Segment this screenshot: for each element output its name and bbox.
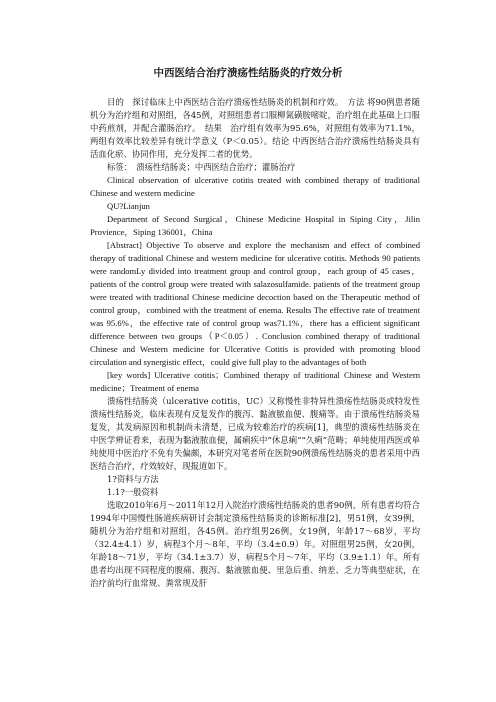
author-affiliation: Department of Second Surgical，Chinese Medicine Hospital in Siping City，Jilin Provience，Siping 136001，China (90, 214, 420, 237)
author-name: QU?Lianjun (107, 201, 150, 211)
general-data-paragraph: 选取2010年6月～2011年12月入院治疗溃疡性结肠炎的患者90例，所有患者均符合1994年中国慢性肠道疾病研讨会制定溃疡性结肠炎的诊断标准[2]，男51例，女39例，随机分为治疗组和对照组，各45例。治疗组男26例，女19例，年龄17～68岁，平均（32.4±4.1）岁，病程3个月～8年，平均（3.4±0.9）年。对照组男25例，女20例，年龄18～71岁，平均（34.1±3.7）岁，病程5个月～7年，平均（3.9±1.1）年。所有患者均出现不同程度的腹痛、腹泻、黏液脓血便、里急后重、纳差、乏力等典型症状，在治疗前均行血常规、粪常规及肝 (90, 500, 420, 588)
english-keywords: [key words] Ulcerative cotitis；Combined therapy of traditional Chinese and Western medicine；Treatment of enema (90, 370, 420, 393)
paper-title: 中西医结合治疗溃疡性结肠炎的疗效分析 (153, 67, 343, 79)
english-abstract: [Abstract] Objective To observe and explore the mechanism and effect of combined therapy of traditional Chinese and western medicine for ulcerative cotitis. Methods 90 patients were randomLy divided into treatment group and control group，each group of 45 cases，patients of the control group were treated with salazosulfamide. patients of the treatment group were treated with traditional Chinese medicine decoction based on the Therapeutic method of control group，combined with the treatment of enema. Results The effective rate of treatment was 95.6%，the effective rate of control group was71.1%，there has a efficient significant difference between two groups（P＜0.05）. Conclusion combined therapy of traditional Chinese and Western medicine for Ulcerative Cotitis is provided with promoting blood circulation and synergistic effect，could give full play to the advantages of both (90, 240, 420, 367)
chinese-keywords: 标签： 溃疡性结肠炎；中西医结合治疗；灌肠治疗 (107, 162, 296, 172)
introduction-paragraph: 溃疡性结肠炎（ulcerative cotitis，UC）又称慢性非特异性溃疡性结肠炎或特发性溃疡性结肠炎，临床表现有反复发作的腹泻、黏液脓血便、腹痛等。由于溃疡性结肠炎易复发，其发病原因和机制尚未清楚，已成为较难治疗的疾病[1]，典型的溃疡性结肠炎在中医学辨证看来，表现为黏液脓血便，属痢疾中“休息痢”“久痢”范畴；单纯使用西医或单纯使用中医治疗不免有失偏颇，本研究对笔者所在医院90例溃疡性结肠炎的患者采用中西医结合治疗，疗效较好，现报道如下。 (90, 396, 420, 471)
paper-body (90, 96, 420, 590)
english-title: Clinical observation of ulcerative cotitis treated with combined therapy of traditional Chinese and western medicine (90, 175, 420, 198)
chinese-abstract: 目的 探讨临床上中西医结合治疗溃疡性结肠炎的机制和疗效。 方法 将90例患者随机分为治疗组和对照组，各45例，对照组患者口服柳氮磺胺嘧啶，治疗组在此基础上口服中药煎剂，并配合灌肠治疗。 结果 治疗组有效率为95.6%，对照组有效率为71.1%，两组有效率比较差异有统计学意义（P＜0.05）。结论 中西医结合治疗溃疡性结肠炎具有活血化瘀、协同作用，充分发挥二者的优势。 (90, 97, 420, 159)
subsection-heading-general-data: 1.1?一般资料 (107, 487, 159, 497)
section-heading-materials-methods: 1?资料与方法 (107, 474, 159, 484)
